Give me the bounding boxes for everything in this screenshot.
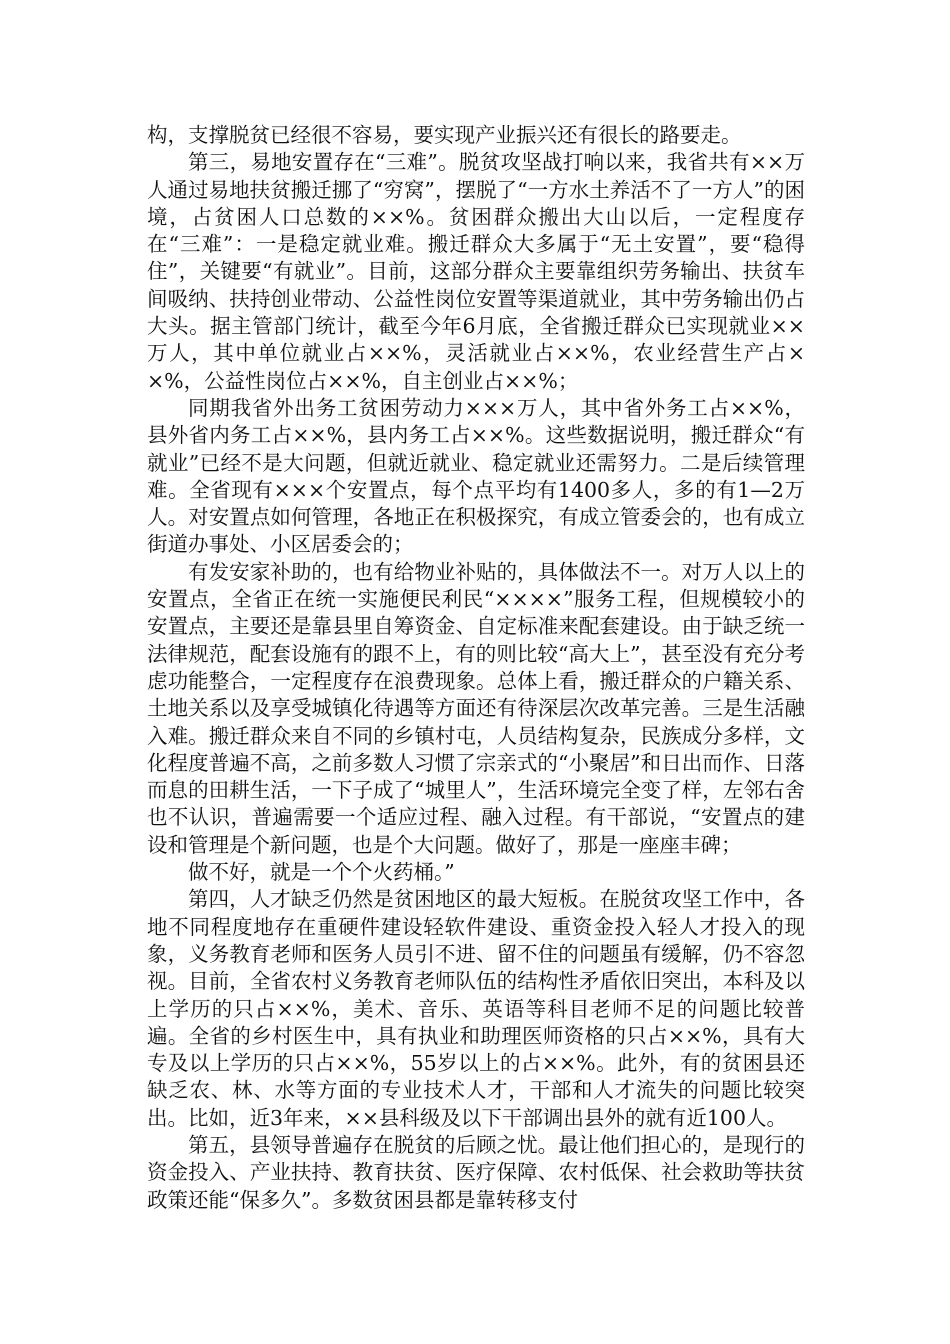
paragraph-migrant-workers: 同期我省外出务工贫困劳动力×××万人，其中省外务工占××%，县外省内务工占××%，县内务工占××%。这些数据说明，搬迁群众“有就业”已经不是大问题，但就近就业、稳定就业还需努力。二是后续管理难。全省现有×××个安置点，每个点平均有1400多人，多的有1—2万人。对安置点如何管理，各地正在积极探究，有成立管委会的，也有成立街道办事处、小区居委会的； [147,395,805,557]
paragraph-third-point: 第三，易地安置存在“三难”。脱贫攻坚战打响以来，我省共有××万人通过易地扶贫搬迁挪了“穷窝”，摆脱了“一方水土养活不了一方人”的困境，占贫困人口总数的××%。贫困群众搬出大山以后，一定程度存在“三难”：一是稳定就业难。搬迁群众大多属于“无土安置”，要“稳得住”，关键要“有就业”。目前，这部分群众主要靠组织劳务输出、扶贫车间吸纳、扶持创业带动、公益性岗位安置等渠道就业，其中劳务输出仍占大头。据主管部门统计，截至今年6月底，全省搬迁群众已实现就业××万人，其中单位就业占××%，灵活就业占××%，农业经营生产占××%，公益性岗位占××%，自主创业占××%； [147,150,805,393]
paragraph-powder-keg: 做不好，就是一个个火药桶。” [188,860,455,885]
paragraph-fifth-point: 第五，县领导普遍存在脱贫的后顾之忧。最让他们担心的，是现行的资金投入、产业扶持、教育扶贫、医疗保障、农村低保、社会救助等扶贫政策还能“保多久”。多数贫困县都是靠转移支付 [147,1132,805,1212]
document-body [147,122,805,1214]
paragraph-continuation: 构，支撑脱贫已经很不容易，要实现产业振兴还有很长的路要走。 [147,123,742,147]
paragraph-fourth-point: 第四，人才缺乏仍然是贫困地区的最大短板。在脱贫攻坚工作中，各地不同程度地存在重硬件建设轻软件建设、重资金投入轻人才投入的现象，义务教育老师和医务人员引不进、留不住的问题虽有缓解，仍不容忽视。目前，全省农村义务教育老师队伍的结构性矛盾依旧突出，本科及以上学历的只占××%，美术、音乐、英语等科目老师不足的问题比较普遍。全省的乡村医生中，具有执业和助理医师资格的只占××%，具有大专及以上学历的只占××%，55岁以上的占××%。此外，有的贫困县还缺乏农、林、水等方面的专业技术人才，干部和人才流失的问题比较突出。比如，近3年来，××县科级及以下干部调出县外的就有近100人。 [147,887,805,1130]
paragraph-subsidies: 有发安家补助的，也有给物业补贴的，具体做法不一。对万人以上的安置点，全省正在统一实施便民利民“××××”服务工程，但规模较小的安置点，主要还是靠县里自筹资金、自定标准来配套建设。由于缺乏统一法律规范，配套设施有的跟不上，有的则比较“高大上”，甚至没有充分考虑功能整合，一定程度存在浪费现象。总体上看，搬迁群众的户籍关系、土地关系以及享受城镇化待遇等方面还有待深层次改革完善。三是生活融入难。搬迁群众来自不同的乡镇村屯，人员结构复杂，民族成分多样，文化程度普遍不高，之前多数人习惯了宗亲式的“小聚居”和日出而作、日落而息的田耕生活，一下子成了“城里人”，生活环境完全变了样，左邻右舍也不认识，普遍需要一个适应过程、融入过程。有干部说，“安置点的建设和管理是个新问题，也是个大问题。做好了，那是一座座丰碑； [147,559,805,857]
